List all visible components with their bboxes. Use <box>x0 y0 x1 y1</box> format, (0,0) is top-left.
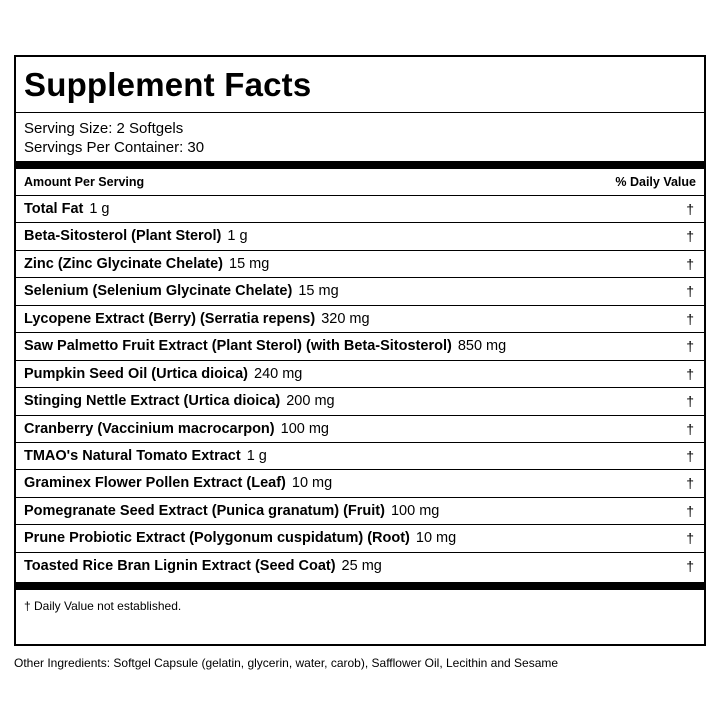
nutrient-amount: 15 mg <box>298 283 339 300</box>
daily-value-dagger: † <box>686 530 694 547</box>
servings-per-container: Servings Per Container: 30 <box>24 139 205 156</box>
nutrient-row <box>16 469 704 496</box>
daily-value-dagger: † <box>686 557 694 574</box>
nutrient-row <box>16 222 704 249</box>
nutrient-amount: 100 mg <box>280 420 329 437</box>
daily-value-dagger: † <box>686 393 694 410</box>
nutrient-name: Stinging Nettle Extract (Urtica dioica) <box>24 393 281 410</box>
nutrient-name: Lycopene Extract (Berry) (Serratia repens) <box>24 310 316 327</box>
nutrient-row <box>16 497 704 524</box>
nutrient-name: Prune Probiotic Extract (Polygonum cuspidatum) (Root) <box>24 530 410 547</box>
nutrient-name: Beta-Sitosterol (Plant Sterol) <box>24 228 222 245</box>
nutrient-name: Graminex Flower Pollen Extract (Leaf) <box>24 475 286 492</box>
daily-value-dagger: † <box>686 475 694 492</box>
nutrient-name: Toasted Rice Bran Lignin Extract (Seed Coat) <box>24 557 336 574</box>
nutrient-list <box>16 195 704 579</box>
nutrient-amount: 320 mg <box>321 310 370 327</box>
daily-value-header: % Daily Value <box>615 175 696 189</box>
thick-divider-bottom <box>16 582 704 590</box>
nutrient-amount: 850 mg <box>457 338 507 355</box>
other-ingredients: Other Ingredients: Softgel Capsule (gelatin, glycerin, water, carob), Safflower Oil, Lecithin and Sesame <box>14 656 559 670</box>
nutrient-row <box>16 387 704 414</box>
nutrient-amount: 10 mg <box>415 530 457 547</box>
daily-value-dagger: † <box>686 420 694 437</box>
daily-value-dagger: † <box>686 447 694 464</box>
nutrient-amount: 240 mg <box>254 365 303 382</box>
nutrient-amount: 15 mg <box>229 255 270 272</box>
nutrient-name: Total Fat <box>24 201 84 217</box>
nutrient-row <box>16 552 704 579</box>
nutrient-amount: 200 mg <box>286 393 335 410</box>
nutrient-amount: 25 mg <box>341 557 382 574</box>
nutrient-name: Cranberry (Vaccinium macrocarpon) <box>24 420 275 437</box>
nutrient-amount: 10 mg <box>291 475 333 492</box>
nutrient-amount: 1 g <box>227 228 248 245</box>
daily-value-dagger: † <box>686 338 694 355</box>
amount-per-serving-header: Amount Per Serving <box>24 175 145 189</box>
daily-value-dagger: † <box>686 201 694 217</box>
daily-value-dagger: † <box>686 365 694 382</box>
thick-divider-top <box>16 161 704 169</box>
daily-value-dagger: † <box>686 228 694 245</box>
nutrient-name: Pomegranate Seed Extract (Punica granatum) (Fruit) <box>24 502 385 519</box>
nutrient-row <box>16 442 704 469</box>
nutrient-name: TMAO's Natural Tomato Extract <box>24 447 241 464</box>
nutrient-row <box>16 305 704 332</box>
nutrient-amount: 100 mg <box>390 502 440 519</box>
nutrient-row <box>16 360 704 387</box>
serving-size: Serving Size: 2 Softgels <box>24 120 184 137</box>
daily-value-footnote: † Daily Value not established. <box>24 599 182 613</box>
nutrient-amount: 1 g <box>246 447 267 464</box>
nutrient-row <box>16 415 704 442</box>
nutrient-name: Selenium (Selenium Glycinate Chelate) <box>24 283 293 300</box>
daily-value-dagger: † <box>686 502 694 519</box>
nutrient-row <box>16 332 704 359</box>
nutrient-name: Saw Palmetto Fruit Extract (Plant Sterol) (with Beta-Sitosterol) <box>24 338 452 355</box>
supplement-facts-panel <box>14 55 706 646</box>
nutrient-amount: 1 g <box>89 201 110 217</box>
daily-value-dagger: † <box>686 310 694 327</box>
nutrient-row <box>16 277 704 304</box>
title-divider <box>16 112 704 113</box>
nutrient-row <box>16 195 704 222</box>
nutrient-row <box>16 250 704 277</box>
panel-title: Supplement Facts <box>24 66 312 103</box>
daily-value-dagger: † <box>686 255 694 272</box>
nutrient-row <box>16 524 704 551</box>
nutrient-name: Pumpkin Seed Oil (Urtica dioica) <box>24 365 248 382</box>
daily-value-dagger: † <box>686 283 694 300</box>
nutrient-name: Zinc (Zinc Glycinate Chelate) <box>24 255 224 272</box>
column-header-row <box>24 172 696 192</box>
